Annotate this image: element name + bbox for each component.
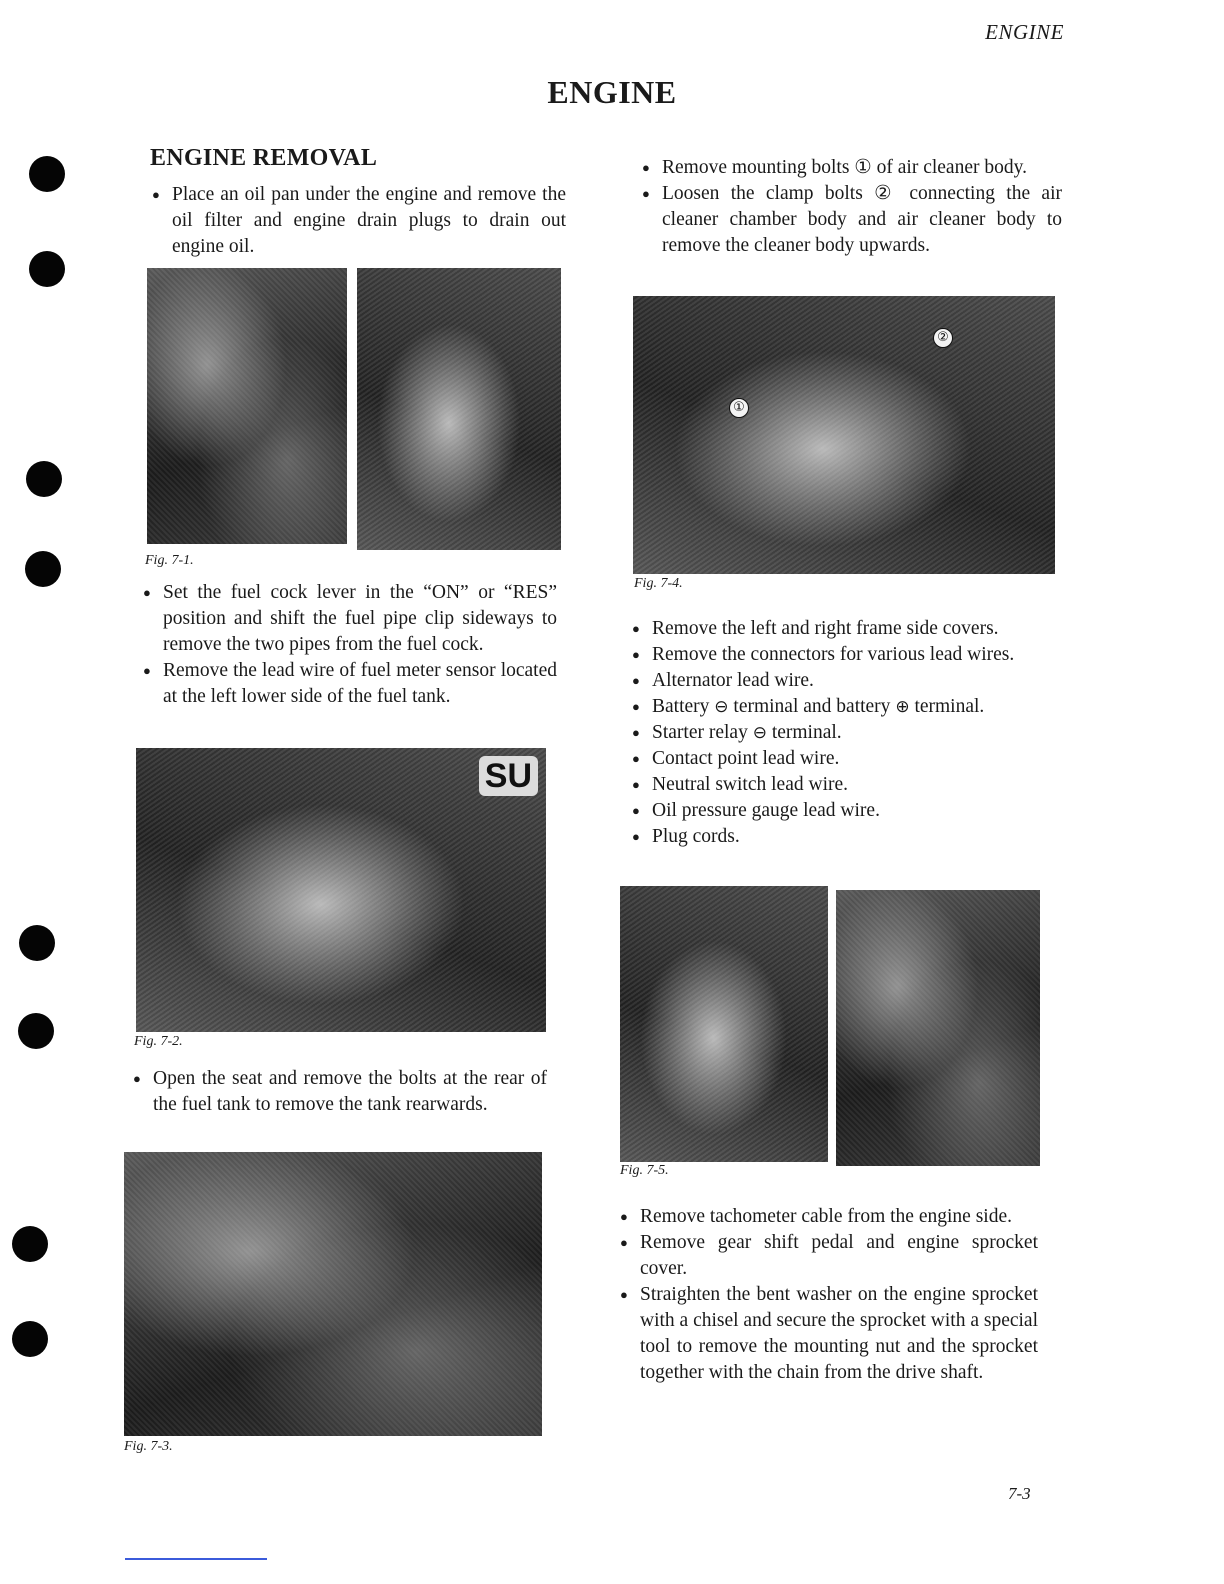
figure-photo xyxy=(620,886,828,1162)
binder-hole xyxy=(26,461,62,497)
figure-caption: Fig. 7-1. xyxy=(145,553,194,568)
section-title: ENGINE REMOVAL xyxy=(150,145,378,171)
bullet-list xyxy=(640,155,1062,259)
figure-photo xyxy=(136,748,546,1032)
plus-symbol: ⊕ xyxy=(895,697,910,717)
divider xyxy=(125,1558,267,1560)
bullet-list xyxy=(141,580,557,710)
callout-1: ① xyxy=(729,398,749,418)
list-item: ● Place an oil pan under the engine and remove the oil filter and engine drain plugs to drain out engine oil. xyxy=(150,182,566,260)
binder-hole xyxy=(19,925,55,961)
list-item: ● Remove the lead wire of fuel meter sensor located at the left lower side of the fuel tank. xyxy=(141,658,557,710)
bullet-list xyxy=(618,1204,1038,1386)
callout-2: ② xyxy=(933,328,953,348)
list-item: ● Neutral switch lead wire. xyxy=(630,772,1050,798)
page-number: 7-3 xyxy=(1008,1484,1031,1503)
figure-photo xyxy=(836,890,1040,1166)
brand-logo: SU xyxy=(479,756,538,796)
list-item: ● Remove the left and right frame side covers. xyxy=(630,616,1050,642)
list-item: ● Straighten the bent washer on the engine sprocket with a chisel and secure the sprocket with a special tool to remove the mounting nut and the sprocket together with the chain from the drive shaft. xyxy=(618,1282,1038,1386)
list-item: ● Set the fuel cock lever in the “ON” or “RES” position and shift the fuel pipe clip sideways to remove the two pipes from the fuel cock. xyxy=(141,580,557,658)
list-item: ● Plug cords. xyxy=(630,824,1050,850)
binder-hole xyxy=(29,251,65,287)
binder-hole xyxy=(12,1321,48,1357)
bullet-list xyxy=(131,1066,547,1118)
list-item: ● Starter relay ⊖ terminal. xyxy=(630,720,1050,746)
figure-caption: Fig. 7-3. xyxy=(124,1439,173,1454)
binder-hole xyxy=(25,551,61,587)
list-item: ● Open the seat and remove the bolts at the rear of the fuel tank to remove the tank rearwards. xyxy=(131,1066,547,1118)
figure-photo xyxy=(124,1152,542,1436)
figure-caption: Fig. 7-2. xyxy=(134,1034,183,1049)
figure-caption: Fig. 7-4. xyxy=(634,576,683,591)
list-item: ● Battery ⊖ terminal and battery ⊕ terminal. xyxy=(630,694,1050,720)
figure-photo xyxy=(147,268,347,544)
binder-hole xyxy=(29,156,65,192)
list-item: ● Remove the connectors for various lead wires. xyxy=(630,642,1050,668)
list-item: ● Remove tachometer cable from the engine side. xyxy=(618,1204,1038,1230)
list-item: ● Remove gear shift pedal and engine sprocket cover. xyxy=(618,1230,1038,1282)
running-head: ENGINE xyxy=(985,20,1064,44)
bullet-list xyxy=(630,616,1050,850)
list-item: ● Loosen the clamp bolts ② connecting the air cleaner chamber body and air cleaner body to remove the cleaner body upwards. xyxy=(640,181,1062,259)
binder-hole xyxy=(12,1226,48,1262)
bullet-list xyxy=(150,182,566,260)
figure-caption: Fig. 7-5. xyxy=(620,1163,669,1178)
list-item: ● Contact point lead wire. xyxy=(630,746,1050,772)
minus-symbol: ⊖ xyxy=(752,723,767,743)
list-item: ● Alternator lead wire. xyxy=(630,668,1050,694)
figure-photo xyxy=(357,268,561,550)
minus-symbol: ⊖ xyxy=(714,697,729,717)
page-title: ENGINE xyxy=(547,74,677,110)
list-item: ● Remove mounting bolts ① of air cleaner body. xyxy=(640,155,1062,181)
binder-hole xyxy=(18,1013,54,1049)
list-item: ● Oil pressure gauge lead wire. xyxy=(630,798,1050,824)
figure-photo xyxy=(633,296,1055,574)
